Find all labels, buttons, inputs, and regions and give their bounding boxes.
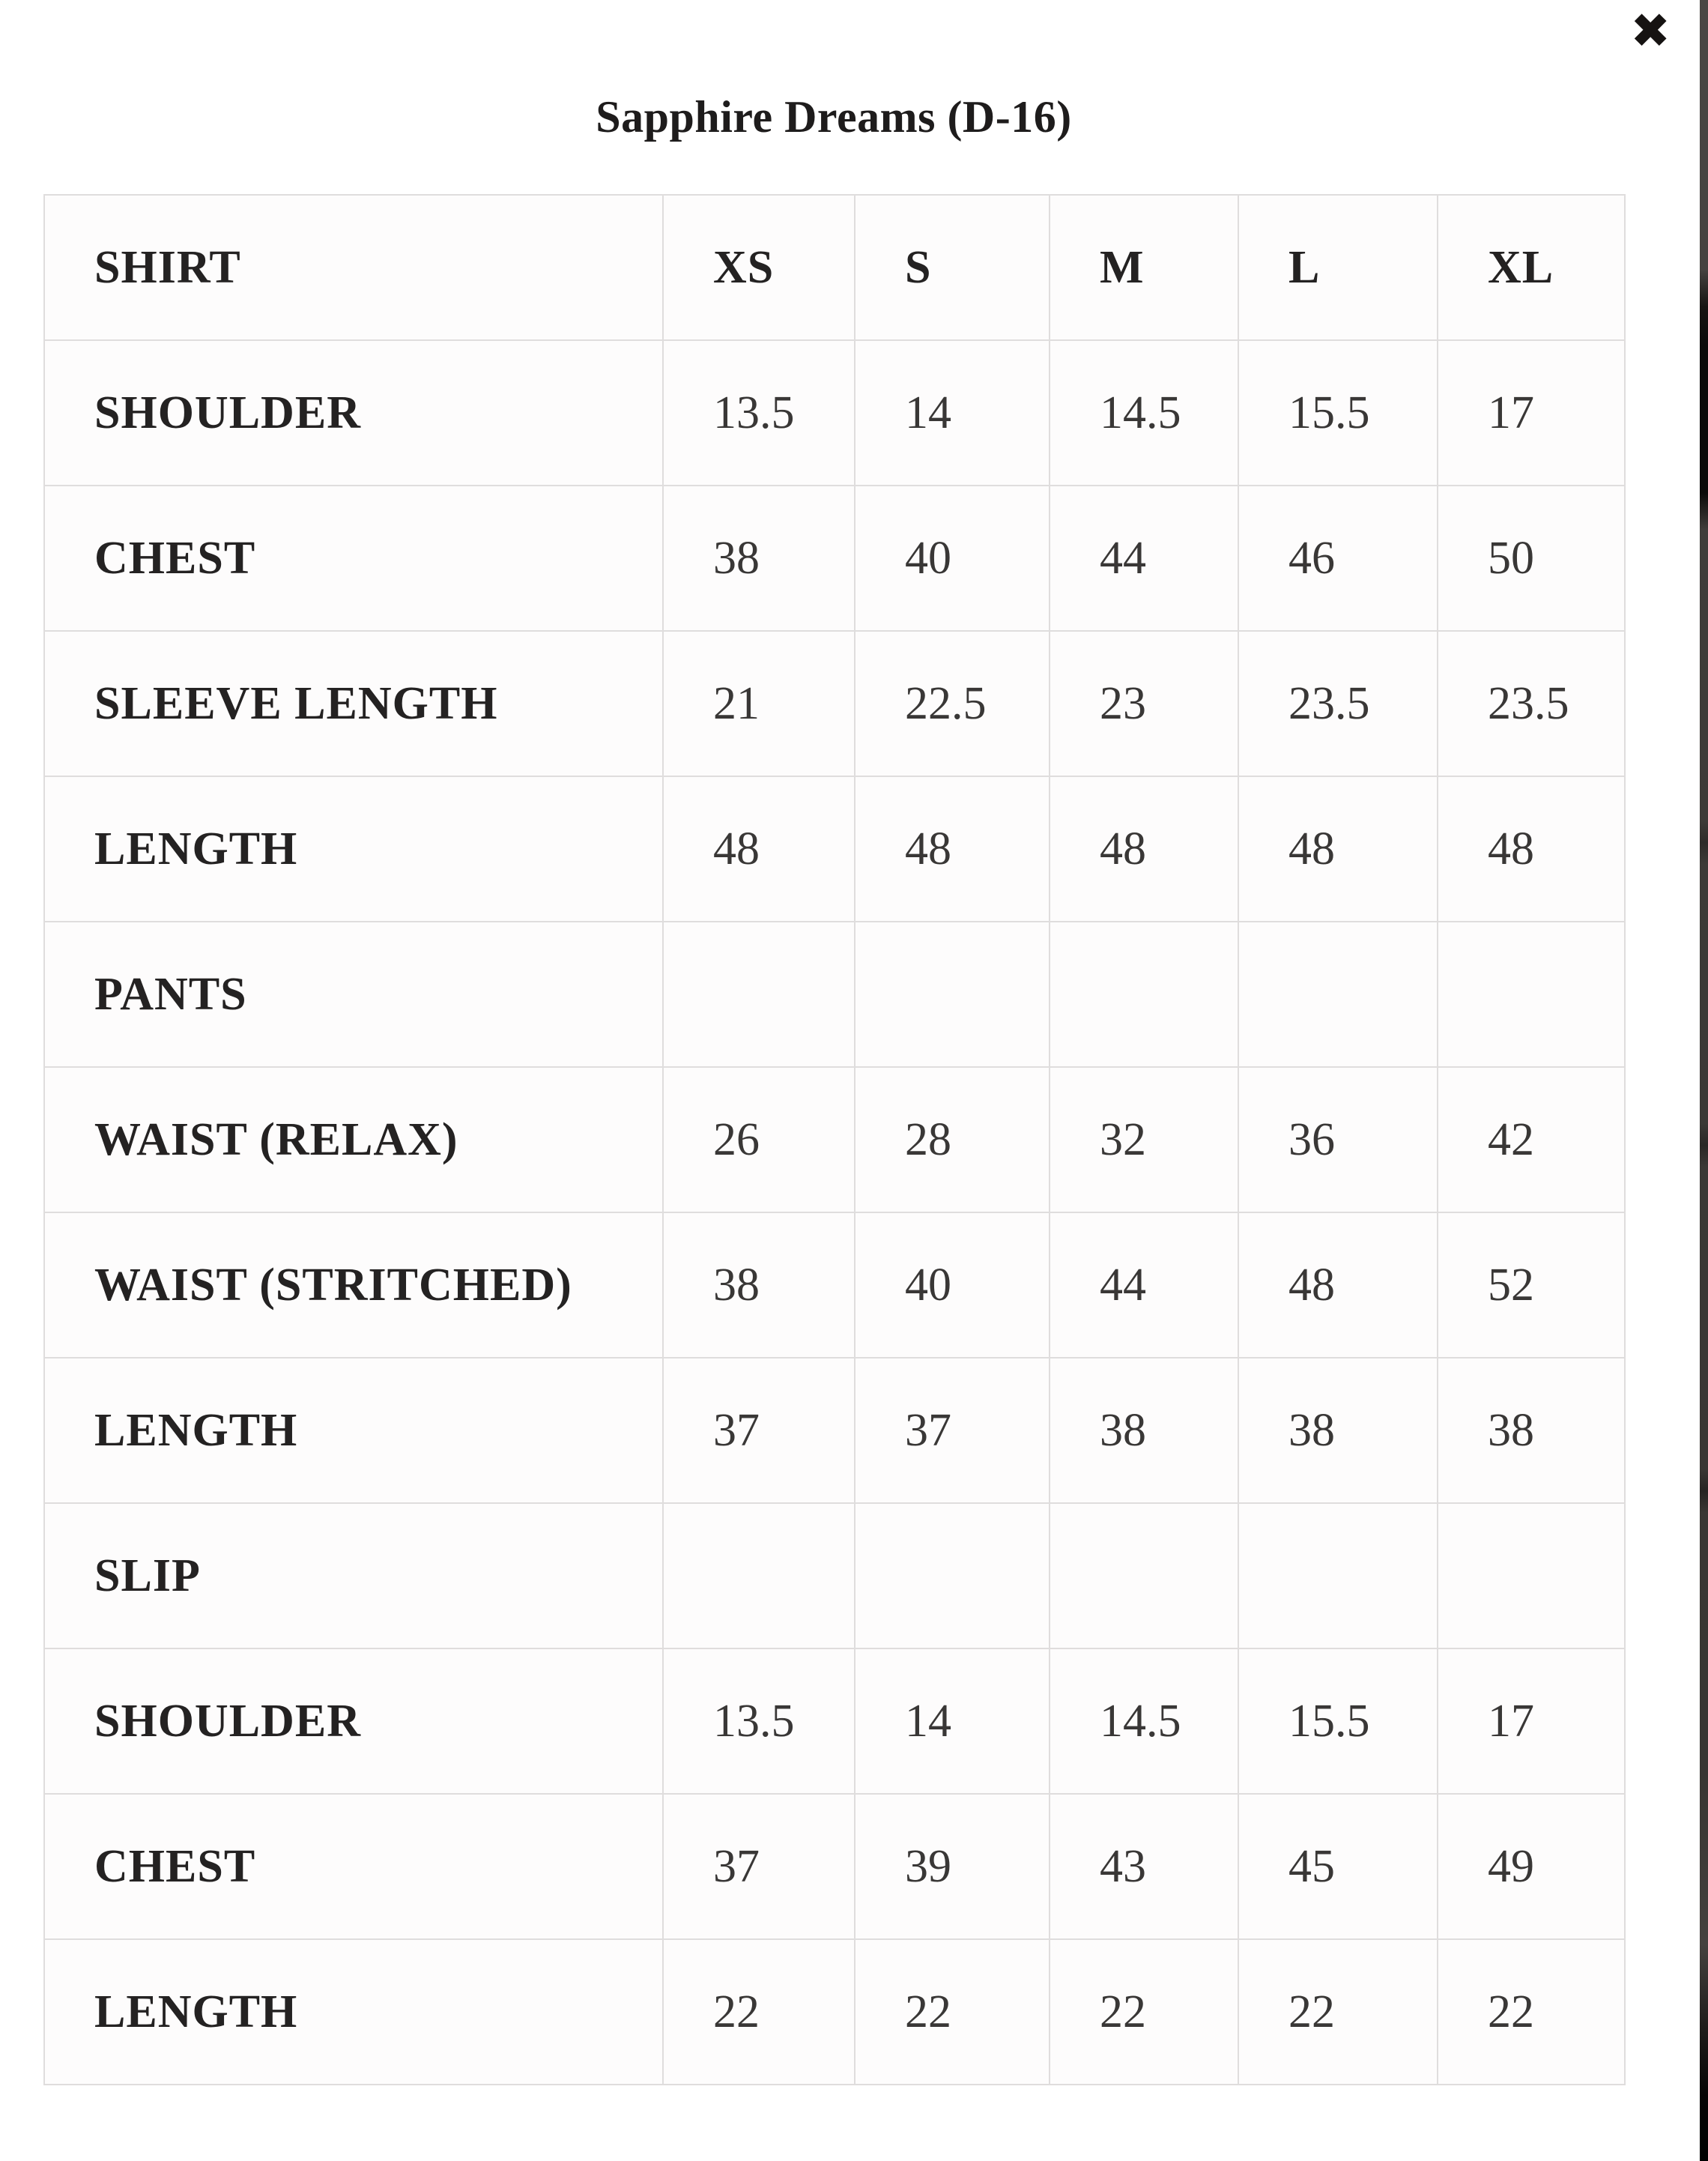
size-value: 14.5 [1050, 1648, 1238, 1794]
table-row [44, 486, 1625, 631]
size-value: 26 [663, 1067, 855, 1212]
size-value: 23.5 [1438, 631, 1625, 776]
size-value: 45 [1238, 1794, 1438, 1939]
table-row [44, 1358, 1625, 1503]
size-value [1238, 922, 1438, 1067]
row-label: WAIST (STRITCHED) [44, 1212, 663, 1358]
size-value [1438, 922, 1625, 1067]
row-label: LENGTH [44, 1358, 663, 1503]
size-value: 43 [1050, 1794, 1238, 1939]
size-value: 15.5 [1238, 340, 1438, 486]
size-value: 13.5 [663, 1648, 855, 1794]
size-value: 40 [855, 1212, 1050, 1358]
close-icon: ✖ [1630, 4, 1671, 59]
header-size-xl: XL [1438, 195, 1625, 340]
size-value: 14.5 [1050, 340, 1238, 486]
size-value [855, 1503, 1050, 1648]
size-value: 38 [1238, 1358, 1438, 1503]
size-value [855, 922, 1050, 1067]
size-value [1438, 1503, 1625, 1648]
header-size-l: L [1238, 195, 1438, 340]
row-label: SLIP [44, 1503, 663, 1648]
row-label: SHOULDER [44, 340, 663, 486]
size-value: 28 [855, 1067, 1050, 1212]
row-label: LENGTH [44, 776, 663, 922]
size-value: 50 [1438, 486, 1625, 631]
header-size-m: M [1050, 195, 1238, 340]
row-label: WAIST (RELAX) [44, 1067, 663, 1212]
size-value [663, 922, 855, 1067]
table-row [44, 340, 1625, 486]
size-value: 48 [1050, 776, 1238, 922]
header-size-s: S [855, 195, 1050, 340]
size-chart-table [43, 194, 1626, 2085]
size-value: 42 [1438, 1067, 1625, 1212]
table-row [44, 1503, 1625, 1648]
header-size-xs: XS [663, 195, 855, 340]
size-value: 48 [1438, 776, 1625, 922]
size-value: 40 [855, 486, 1050, 631]
size-value: 17 [1438, 340, 1625, 486]
size-value: 14 [855, 1648, 1050, 1794]
size-value: 38 [1050, 1358, 1238, 1503]
size-value: 48 [663, 776, 855, 922]
size-value: 38 [663, 486, 855, 631]
size-value: 46 [1238, 486, 1438, 631]
header-row [44, 195, 1625, 340]
row-label: PANTS [44, 922, 663, 1067]
size-value: 22 [1238, 1939, 1438, 2085]
header-shirt-label: SHIRT [44, 195, 663, 340]
size-value: 22 [1438, 1939, 1625, 2085]
size-value: 37 [663, 1794, 855, 1939]
size-value: 49 [1438, 1794, 1625, 1939]
close-button[interactable] [1630, 4, 1671, 59]
size-value: 22 [855, 1939, 1050, 2085]
table-row [44, 1212, 1625, 1358]
size-value: 22 [1050, 1939, 1238, 2085]
row-label: LENGTH [44, 1939, 663, 2085]
size-value: 48 [855, 776, 1050, 922]
size-value: 37 [663, 1358, 855, 1503]
size-value: 38 [663, 1212, 855, 1358]
table-row [44, 1939, 1625, 2085]
size-value: 48 [1238, 1212, 1438, 1358]
size-value: 13.5 [663, 340, 855, 486]
size-value: 23.5 [1238, 631, 1438, 776]
row-label: CHEST [44, 1794, 663, 1939]
size-value: 36 [1238, 1067, 1438, 1212]
table-row [44, 631, 1625, 776]
size-chart-body [44, 340, 1625, 2085]
size-value: 22.5 [855, 631, 1050, 776]
row-label: CHEST [44, 486, 663, 631]
size-value: 22 [663, 1939, 855, 2085]
size-value: 21 [663, 631, 855, 776]
size-value [663, 1503, 855, 1648]
size-value: 48 [1238, 776, 1438, 922]
row-label: SHOULDER [44, 1648, 663, 1794]
size-value: 17 [1438, 1648, 1625, 1794]
size-value: 23 [1050, 631, 1238, 776]
size-value: 32 [1050, 1067, 1238, 1212]
table-row [44, 1067, 1625, 1212]
table-row [44, 776, 1625, 922]
size-value [1050, 922, 1238, 1067]
table-row [44, 1794, 1625, 1939]
size-value: 15.5 [1238, 1648, 1438, 1794]
size-value: 14 [855, 340, 1050, 486]
size-value: 44 [1050, 1212, 1238, 1358]
page-edge-strip [1700, 0, 1708, 2161]
modal-title: Sapphire Dreams (D-16) [596, 92, 1072, 142]
size-value [1238, 1503, 1438, 1648]
size-value: 37 [855, 1358, 1050, 1503]
size-value [1050, 1503, 1238, 1648]
size-value: 39 [855, 1794, 1050, 1939]
table-row [44, 922, 1625, 1067]
size-value: 52 [1438, 1212, 1625, 1358]
size-value: 44 [1050, 486, 1238, 631]
table-row [44, 1648, 1625, 1794]
size-value: 38 [1438, 1358, 1625, 1503]
row-label: SLEEVE LENGTH [44, 631, 663, 776]
